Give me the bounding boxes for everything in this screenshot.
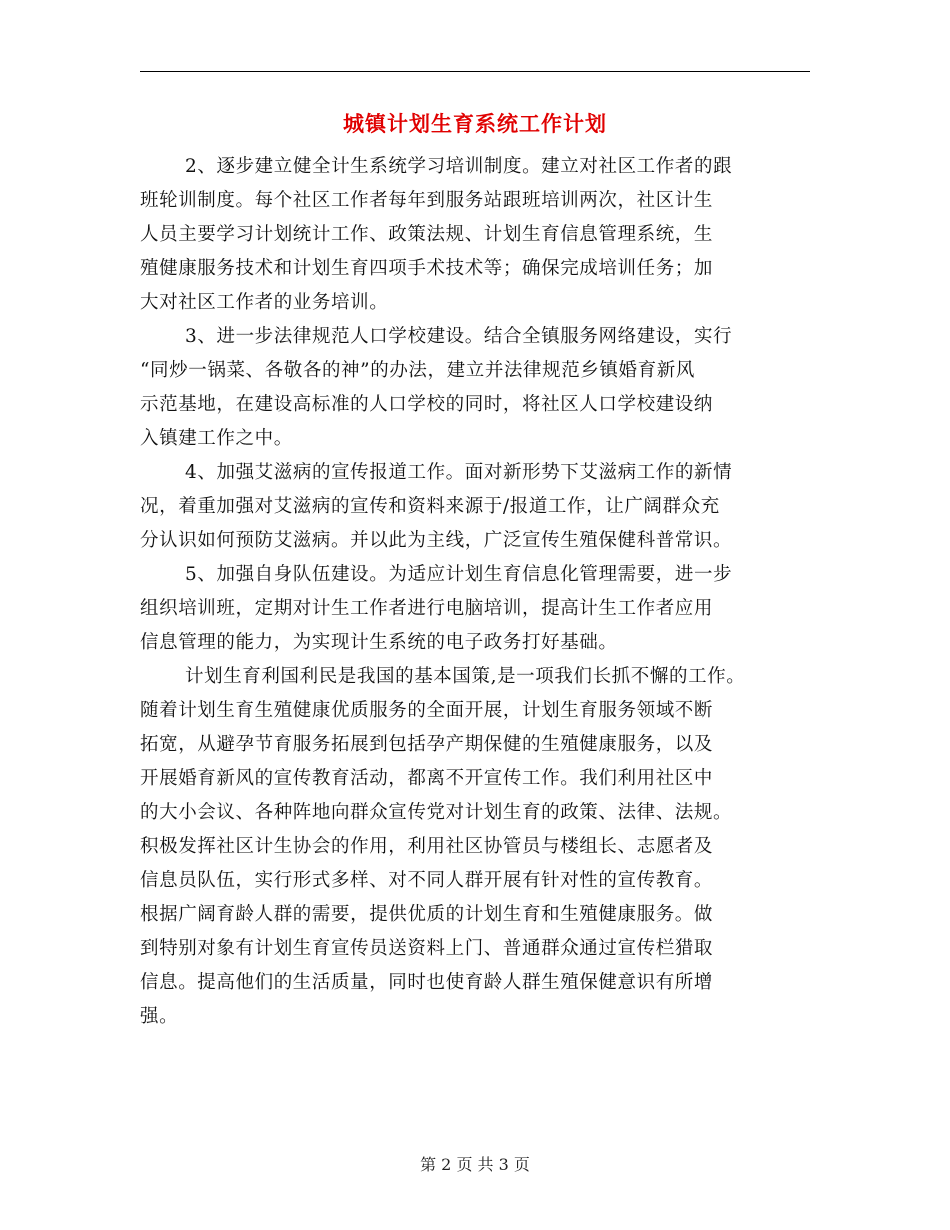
document-body [140,150,830,1034]
paragraph-2-line-3: 人员主要学习计划统计工作、政策法规、计划生育信息管理系统，生 [140,224,714,245]
paragraph-6-line-5: 的大小会议、各种阵地向群众宣传党对计划生育的政策、法律、法规。 [140,802,733,823]
paragraph-6-line-3: 拓宽，从避孕节育服务拓展到包括孕产期保健的生殖健康服务，以及 [140,734,714,755]
header-rule [140,71,810,72]
paragraph-2-line-2: 班轮训制度。每个社区工作者每年到服务站跟班培训两次，社区计生 [140,190,714,211]
paragraph-5-line-3: 信息管理的能力，为实现计生系统的电子政务打好基础。 [140,632,618,653]
paragraph-5-line-1: 5、加强自身队伍建设。为适应计划生育信息化管理需要，进一步 [185,564,733,585]
paragraph-2-line-4: 殖健康服务技术和计划生育四项手术技术等；确保完成培训任务；加 [140,258,714,279]
paragraph-4-line-1: 4、加强艾滋病的宣传报道工作。面对新形势下艾滋病工作的新情 [185,462,733,483]
paragraph-4-line-3: 分认识如何预防艾滋病。并以此为主线，广泛宣传生殖保健科普常识。 [140,530,733,551]
paragraph-6-line-6: 积极发挥社区计生协会的作用，利用社区协管员与楼组长、志愿者及 [140,836,714,857]
paragraph-6-line-7: 信息员队伍，实行形式多样、对不同人群开展有针对性的宣传教育。 [140,870,714,891]
paragraph-4-line-2: 况，着重加强对艾滋病的宣传和资料来源于/报道工作，让广阔群众充 [140,496,720,517]
page-number-footer: 第 2 页 共 3 页 [420,1155,530,1174]
paragraph-6-line-8: 根据广阔育龄人群的需要，提供优质的计划生育和生殖健康服务。做 [140,904,714,925]
paragraph-2-line-1: 2、逐步建立健全计生系统学习培训制度。建立对社区工作者的跟 [185,156,733,177]
paragraph-3-line-3: 示范基地，在建设高标准的人口学校的同时，将社区人口学校建设纳 [140,394,714,415]
document-title: 城镇计划生育系统工作计划 [343,111,607,136]
paragraph-2-line-5: 大对社区工作者的业务培训。 [140,292,389,313]
paragraph-6-line-11: 强。 [140,1006,179,1027]
paragraph-5-line-2: 组织培训班，定期对计生工作者进行电脑培训，提高计生工作者应用 [140,598,714,619]
paragraph-6-line-10: 信息。提高他们的生活质量，同时也使育龄人群生殖保健意识有所增 [140,972,714,993]
paragraph-3-line-1: 3、进一步法律规范人口学校建设。结合全镇服务网络建设，实行 [185,326,733,347]
paragraph-6-line-1: 计划生育利国利民是我国的基本国策,是一项我们长抓不懈的工作。 [185,666,746,687]
paragraph-6-line-9: 到特别对象有计划生育宣传员送资料上门、普通群众通过宣传栏猎取 [140,938,714,959]
paragraph-3-line-2: “同炒一锅菜、各敬各的神”的办法，建立并法律规范乡镇婚育新风 [140,360,695,381]
paragraph-6-line-2: 随着计划生育生殖健康优质服务的全面开展，计划生育服务领域不断 [140,700,714,721]
paragraph-6-line-4: 开展婚育新风的宣传教育活动，都离不开宣传工作。我们利用社区中 [140,768,714,789]
paragraph-3-line-4: 入镇建工作之中。 [140,428,293,449]
